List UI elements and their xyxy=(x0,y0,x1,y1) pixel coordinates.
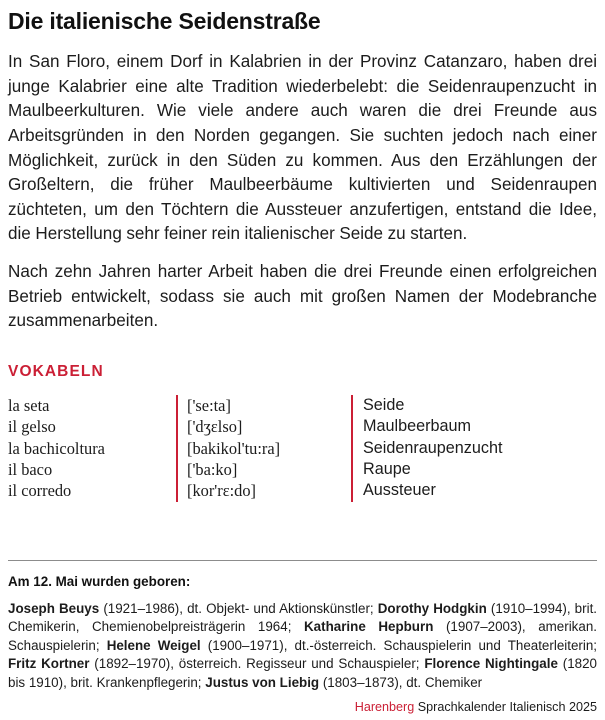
vocab-italian: il corredo xyxy=(8,481,72,501)
vocab-italian: la seta xyxy=(8,395,50,415)
birthday-person-name: Florence Nightingale xyxy=(424,656,558,672)
vocab-german: Maulbeerbaum xyxy=(352,416,597,437)
table-row xyxy=(8,459,597,480)
page-title: Die italienische Seidenstraße xyxy=(8,8,321,34)
section-divider xyxy=(8,560,597,561)
birthdays-text xyxy=(8,600,597,692)
vocab-german: Seidenraupenzucht xyxy=(352,438,597,459)
vocab-german: Aussteuer xyxy=(352,480,597,501)
vocab-italian: la bachicoltura xyxy=(8,438,105,458)
article-paragraph: Nach zehn Jahren harter Arbeit haben die drei Freunde einen erfolgreichen Betrieb entwickelt, sodass sie auch mit großen Namen der Modebranche zusammenarbeiten. xyxy=(8,262,597,331)
vocab-german: Seide xyxy=(352,395,597,416)
birthday-person-name: Dorothy Hodgkin xyxy=(377,601,487,616)
table-row xyxy=(8,438,597,459)
vokabeln-heading: VOKABELN xyxy=(8,362,104,380)
article-body xyxy=(8,50,597,334)
birthday-person-detail: (1803–1873), dt. Chemiker xyxy=(319,674,483,690)
birthday-person-name: Fritz Kortner xyxy=(8,656,90,672)
footer xyxy=(355,700,597,714)
birthday-person-name: Joseph Beuys xyxy=(8,601,100,616)
vocab-ipa: [bakikol'tu:ra] xyxy=(177,438,352,459)
birthday-person-detail: (1907–2003), amerikan. Schauspielerin; xyxy=(8,619,597,653)
birthday-person-name: Katharine Hepburn xyxy=(304,619,434,635)
birthday-person-detail: (1892–1970), österreich. Regisseur und Schauspieler; xyxy=(89,656,425,672)
birthday-person-name: Helene Weigel xyxy=(106,637,201,653)
vocabulary-table-body xyxy=(8,395,597,502)
vocab-ipa: ['se:ta] xyxy=(177,395,352,416)
vocab-ipa: ['ba:ko] xyxy=(177,459,352,480)
vocab-ipa: [kor'rɛ:do] xyxy=(177,480,352,501)
article-paragraph: In San Floro, einem Dorf in Kalabrien in der Provinz Catanzaro, haben drei junge Kalabrier eine alte Tradition wiederbelebt: die Seidenraupenzucht in Maulbeerkulturen. Wie viele andere auch waren die drei Freunde aus Arbeitsgründen in den Norden gegangen. Sie suchten jedoch nach einer Möglichkeit, zurück in den Süden zu kommen. Aus den Erzählungen der Großeltern, die früher Maulbeerbäume kultivierten und Seidenraupen züchteten, um den Töchtern die Aussteuer anzufertigen, entstand die Idee, die Herstellung sehr feiner rein italienischer Seide zu starten. xyxy=(8,52,597,244)
table-row xyxy=(8,416,597,437)
birthdays-section xyxy=(8,560,597,692)
table-row xyxy=(8,395,597,416)
birthday-person-detail: (1910–1994), brit. Chemikerin, Chemienobelpreisträgerin 1964; xyxy=(8,601,598,635)
vocabulary-table xyxy=(8,395,597,502)
birthday-person-detail: (1820 bis 1910), brit. Krankenpflegerin; xyxy=(8,656,597,690)
vocab-italian: il gelso xyxy=(8,417,56,437)
vocab-ipa: ['dʒɛlso] xyxy=(177,416,352,437)
vocab-german: Raupe xyxy=(352,459,597,480)
birthdays-title: Am 12. Mai wurden geboren: xyxy=(8,574,191,589)
birthday-person-detail: (1900–1971), dt.-österreich. Schauspielerin und Theaterleiterin; xyxy=(200,637,598,653)
vocab-italian: il baco xyxy=(8,460,53,480)
birthday-person-name: Justus von Liebig xyxy=(205,674,320,690)
footer-brand: Harenberg xyxy=(354,700,415,714)
birthday-person-detail: (1921–1986), dt. Objekt- und Aktionskünstler; xyxy=(99,601,378,616)
footer-title: Sprachkalender Italienisch 2025 xyxy=(414,700,597,714)
table-row xyxy=(8,480,597,501)
